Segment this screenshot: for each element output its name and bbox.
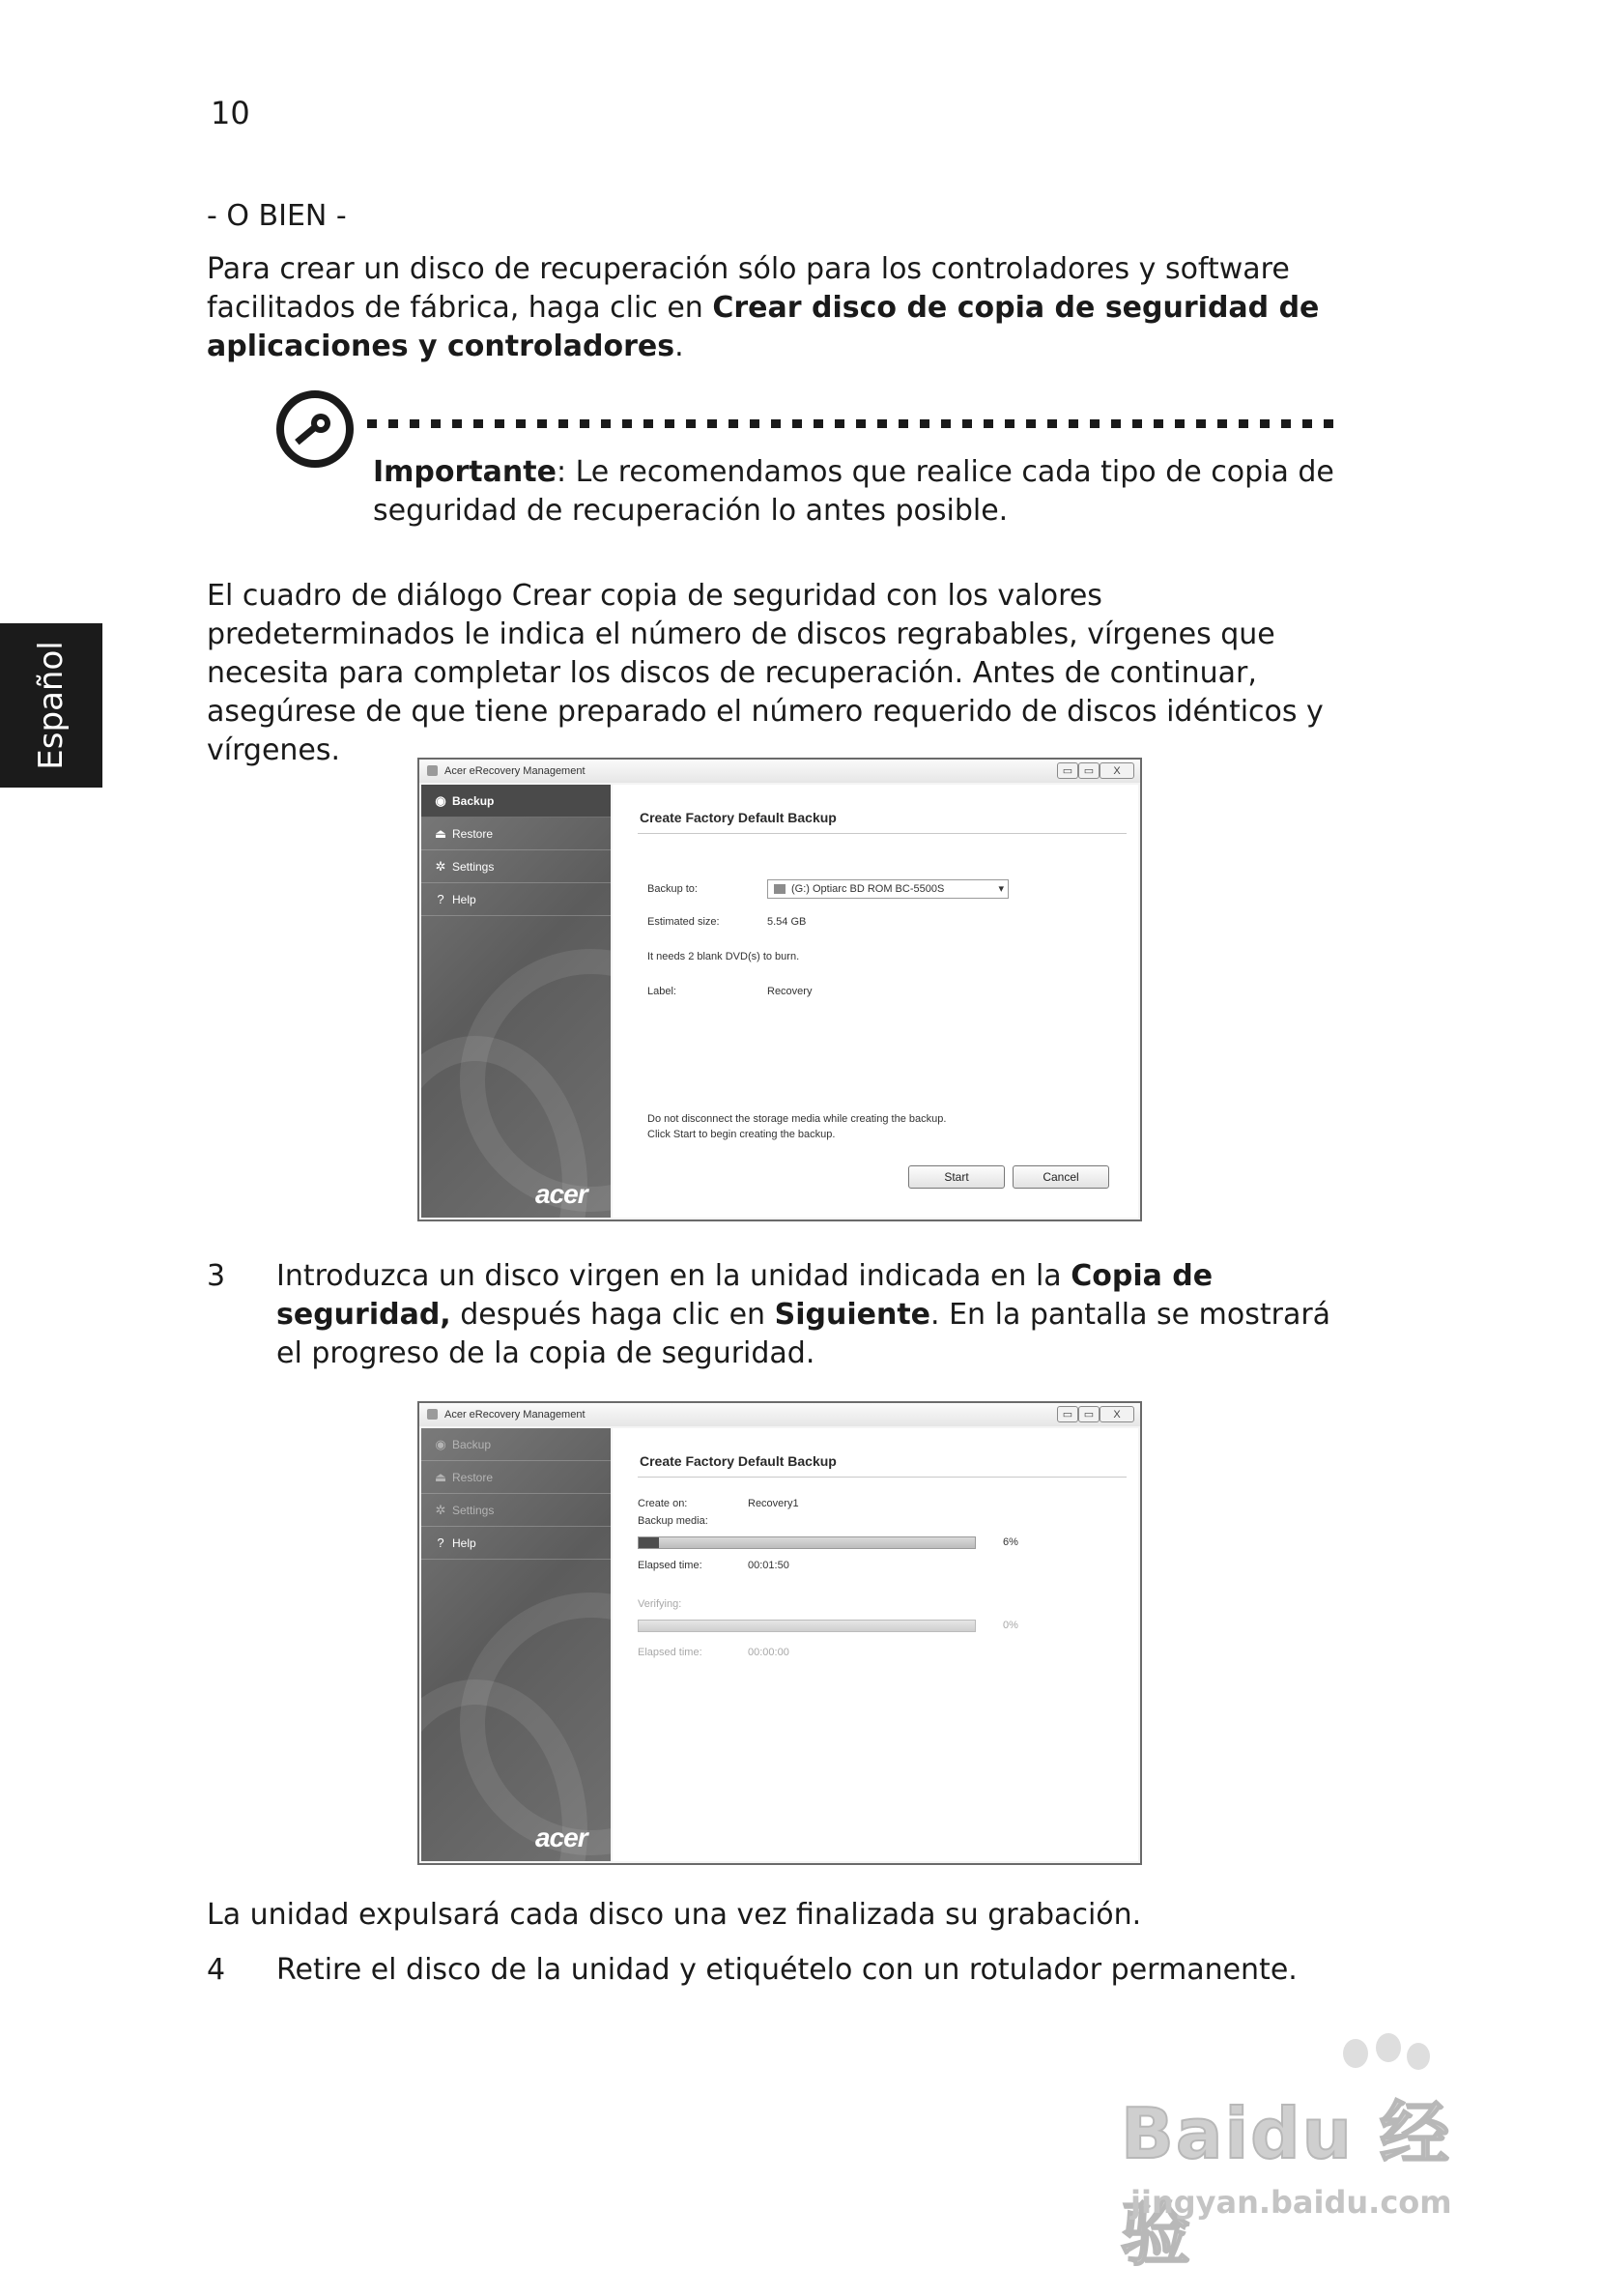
minimize-button[interactable]: ▭ — [1057, 1406, 1078, 1422]
chevron-down-icon: ▾ — [998, 883, 1004, 895]
important-note — [373, 453, 1339, 531]
watermark-url: jingyan.baidu.com — [1130, 2184, 1452, 2221]
help-icon: ? — [437, 892, 444, 906]
step-4-text: Retire el disco de la unidad y etiquételo con un rotulador permanente. — [276, 1953, 1298, 1987]
page-number: 10 — [211, 95, 250, 131]
paragraph-driver-disc — [207, 250, 1347, 366]
app-icon — [427, 1409, 438, 1420]
panel-title: Create Factory Default Backup — [640, 1453, 837, 1469]
sidebar — [421, 1428, 611, 1861]
sidebar-item-restore[interactable]: ⏏ Restore — [421, 818, 611, 850]
create-on-label: Create on: — [638, 1498, 688, 1509]
maximize-button[interactable]: ▭ — [1078, 1406, 1100, 1422]
paragraph-driver-disc-end: . — [674, 330, 684, 363]
window-title: Acer eRecovery Management — [444, 765, 586, 777]
sidebar-item-backup: ◉ Backup — [421, 1428, 611, 1461]
sidebar-item-help[interactable]: ? Help — [421, 883, 611, 916]
backup-drive-value: (G:) Optiarc BD ROM BC-5500S — [791, 883, 945, 895]
elapsed-time-2-value: 00:00:00 — [748, 1647, 789, 1658]
help-icon: ? — [437, 1535, 444, 1550]
restore-icon: ⏏ — [434, 826, 447, 841]
label-label: Label: — [647, 986, 676, 997]
verifying-label: Verifying: — [638, 1598, 682, 1610]
eye-icon: ◉ — [435, 1437, 446, 1451]
language-tab-label: Español — [32, 641, 71, 770]
backup-media-label: Backup media: — [638, 1515, 708, 1527]
acer-logo: acer — [535, 1179, 587, 1209]
key-icon — [276, 390, 354, 468]
paragraph-eject: La unidad expulsará cada disco una vez finalizada su grabación. — [207, 1898, 1142, 1932]
paragraph-driver-disc-text: Para crear un disco de recuperación sólo para los controladores y software facilitados de fábrica, haga clic en — [207, 252, 1290, 325]
verify-progress-text: 0% — [1003, 1620, 1018, 1631]
backup-progress-text: 6% — [1003, 1536, 1018, 1548]
backup-to-label: Backup to: — [647, 883, 698, 895]
sidebar-item-backup[interactable]: ◉ Backup — [421, 785, 611, 818]
step-3-text-part3: . En la pantalla se mostrará el progreso de la copia de seguridad. — [276, 1298, 1331, 1370]
window-titlebar — [419, 760, 1140, 783]
sidebar-item-settings: ✲ Settings — [421, 1494, 611, 1527]
sidebar — [421, 785, 611, 1218]
paragraph-driver-disc-bold: Crear disco de copia de seguridad de aplicaciones y controladores — [207, 291, 1320, 363]
sidebar-item-settings[interactable]: ✲ Settings — [421, 850, 611, 883]
app-icon — [427, 765, 438, 776]
close-button[interactable]: X — [1100, 1406, 1134, 1422]
step-3-bold1: Copia de seguridad, — [276, 1259, 1214, 1332]
important-note-label: Importante — [373, 455, 557, 489]
window-title: Acer eRecovery Management — [444, 1409, 586, 1421]
title-divider — [638, 1477, 1127, 1478]
maximize-button[interactable]: ▭ — [1078, 762, 1100, 779]
note-divider — [367, 419, 1343, 428]
step-3-text-part2: después haga clic en — [450, 1298, 775, 1332]
panel-title: Create Factory Default Backup — [640, 810, 837, 825]
estimated-size-label: Estimated size: — [647, 916, 720, 928]
language-tab — [0, 623, 102, 788]
step-4-number: 4 — [207, 1953, 226, 1987]
step-3-text-part1: Introduzca un disco virgen en la unidad indicada en la — [276, 1259, 1071, 1293]
baidu-watermark — [1101, 2039, 1507, 2275]
gear-icon: ✲ — [435, 859, 446, 874]
start-button[interactable]: Start — [908, 1165, 1005, 1189]
step-3-number: 3 — [207, 1259, 226, 1293]
elapsed-time-value: 00:01:50 — [748, 1560, 789, 1571]
step-3-text — [276, 1257, 1349, 1373]
instruction-text: Click Start to begin creating the backup. — [647, 1129, 836, 1140]
elapsed-time-label: Elapsed time: — [638, 1560, 702, 1571]
important-note-text: : Le recomendamos que realice cada tipo de copia de seguridad de recuperación lo antes posible. — [373, 455, 1334, 528]
disc-requirement-text: It needs 2 blank DVD(s) to burn. — [647, 951, 800, 962]
backup-progress-bar — [638, 1536, 976, 1549]
minimize-button[interactable]: ▭ — [1057, 762, 1078, 779]
paw-icon — [1343, 2039, 1368, 2068]
close-button[interactable]: X — [1100, 762, 1134, 779]
step-3-bold2: Siguiente — [774, 1298, 931, 1332]
paragraph-dialog-info: El cuadro de diálogo Crear copia de seguridad con los valores predeterminados le indica el número de discos regrabables, vírgenes que necesita para completar los discos de recuperación. Antes de continuar, asegúrese de que tiene preparado el número requerido de discos idénticos y vírgenes. — [207, 579, 1324, 767]
elapsed-time-2-label: Elapsed time: — [638, 1647, 702, 1658]
sidebar-item-restore: ⏏ Restore — [421, 1461, 611, 1494]
warning-text: Do not disconnect the storage media while creating the backup. — [647, 1113, 947, 1125]
backup-drive-select[interactable] — [767, 879, 1009, 899]
drive-icon — [774, 884, 786, 894]
title-divider — [638, 833, 1127, 834]
sidebar-item-help[interactable]: ? Help — [421, 1527, 611, 1560]
verify-progress-bar — [638, 1620, 976, 1632]
content-panel — [613, 785, 1138, 1218]
cancel-button[interactable]: Cancel — [1013, 1165, 1109, 1189]
window-titlebar — [419, 1403, 1140, 1426]
acer-logo: acer — [535, 1822, 587, 1852]
label-value: Recovery — [767, 986, 813, 997]
screenshot-backup-setup — [417, 758, 1142, 1221]
gear-icon: ✲ — [435, 1503, 446, 1517]
screenshot-backup-progress — [417, 1401, 1142, 1865]
or-separator: - O BIEN - — [207, 199, 347, 233]
watermark-brand: Baidu 经验 — [1121, 2093, 1452, 2275]
restore-icon: ⏏ — [434, 1470, 447, 1484]
backup-progress-fill — [639, 1537, 659, 1548]
eye-icon: ◉ — [435, 793, 446, 808]
estimated-size-value: 5.54 GB — [767, 916, 807, 928]
content-panel — [613, 1428, 1138, 1861]
create-on-value: Recovery1 — [748, 1498, 799, 1509]
